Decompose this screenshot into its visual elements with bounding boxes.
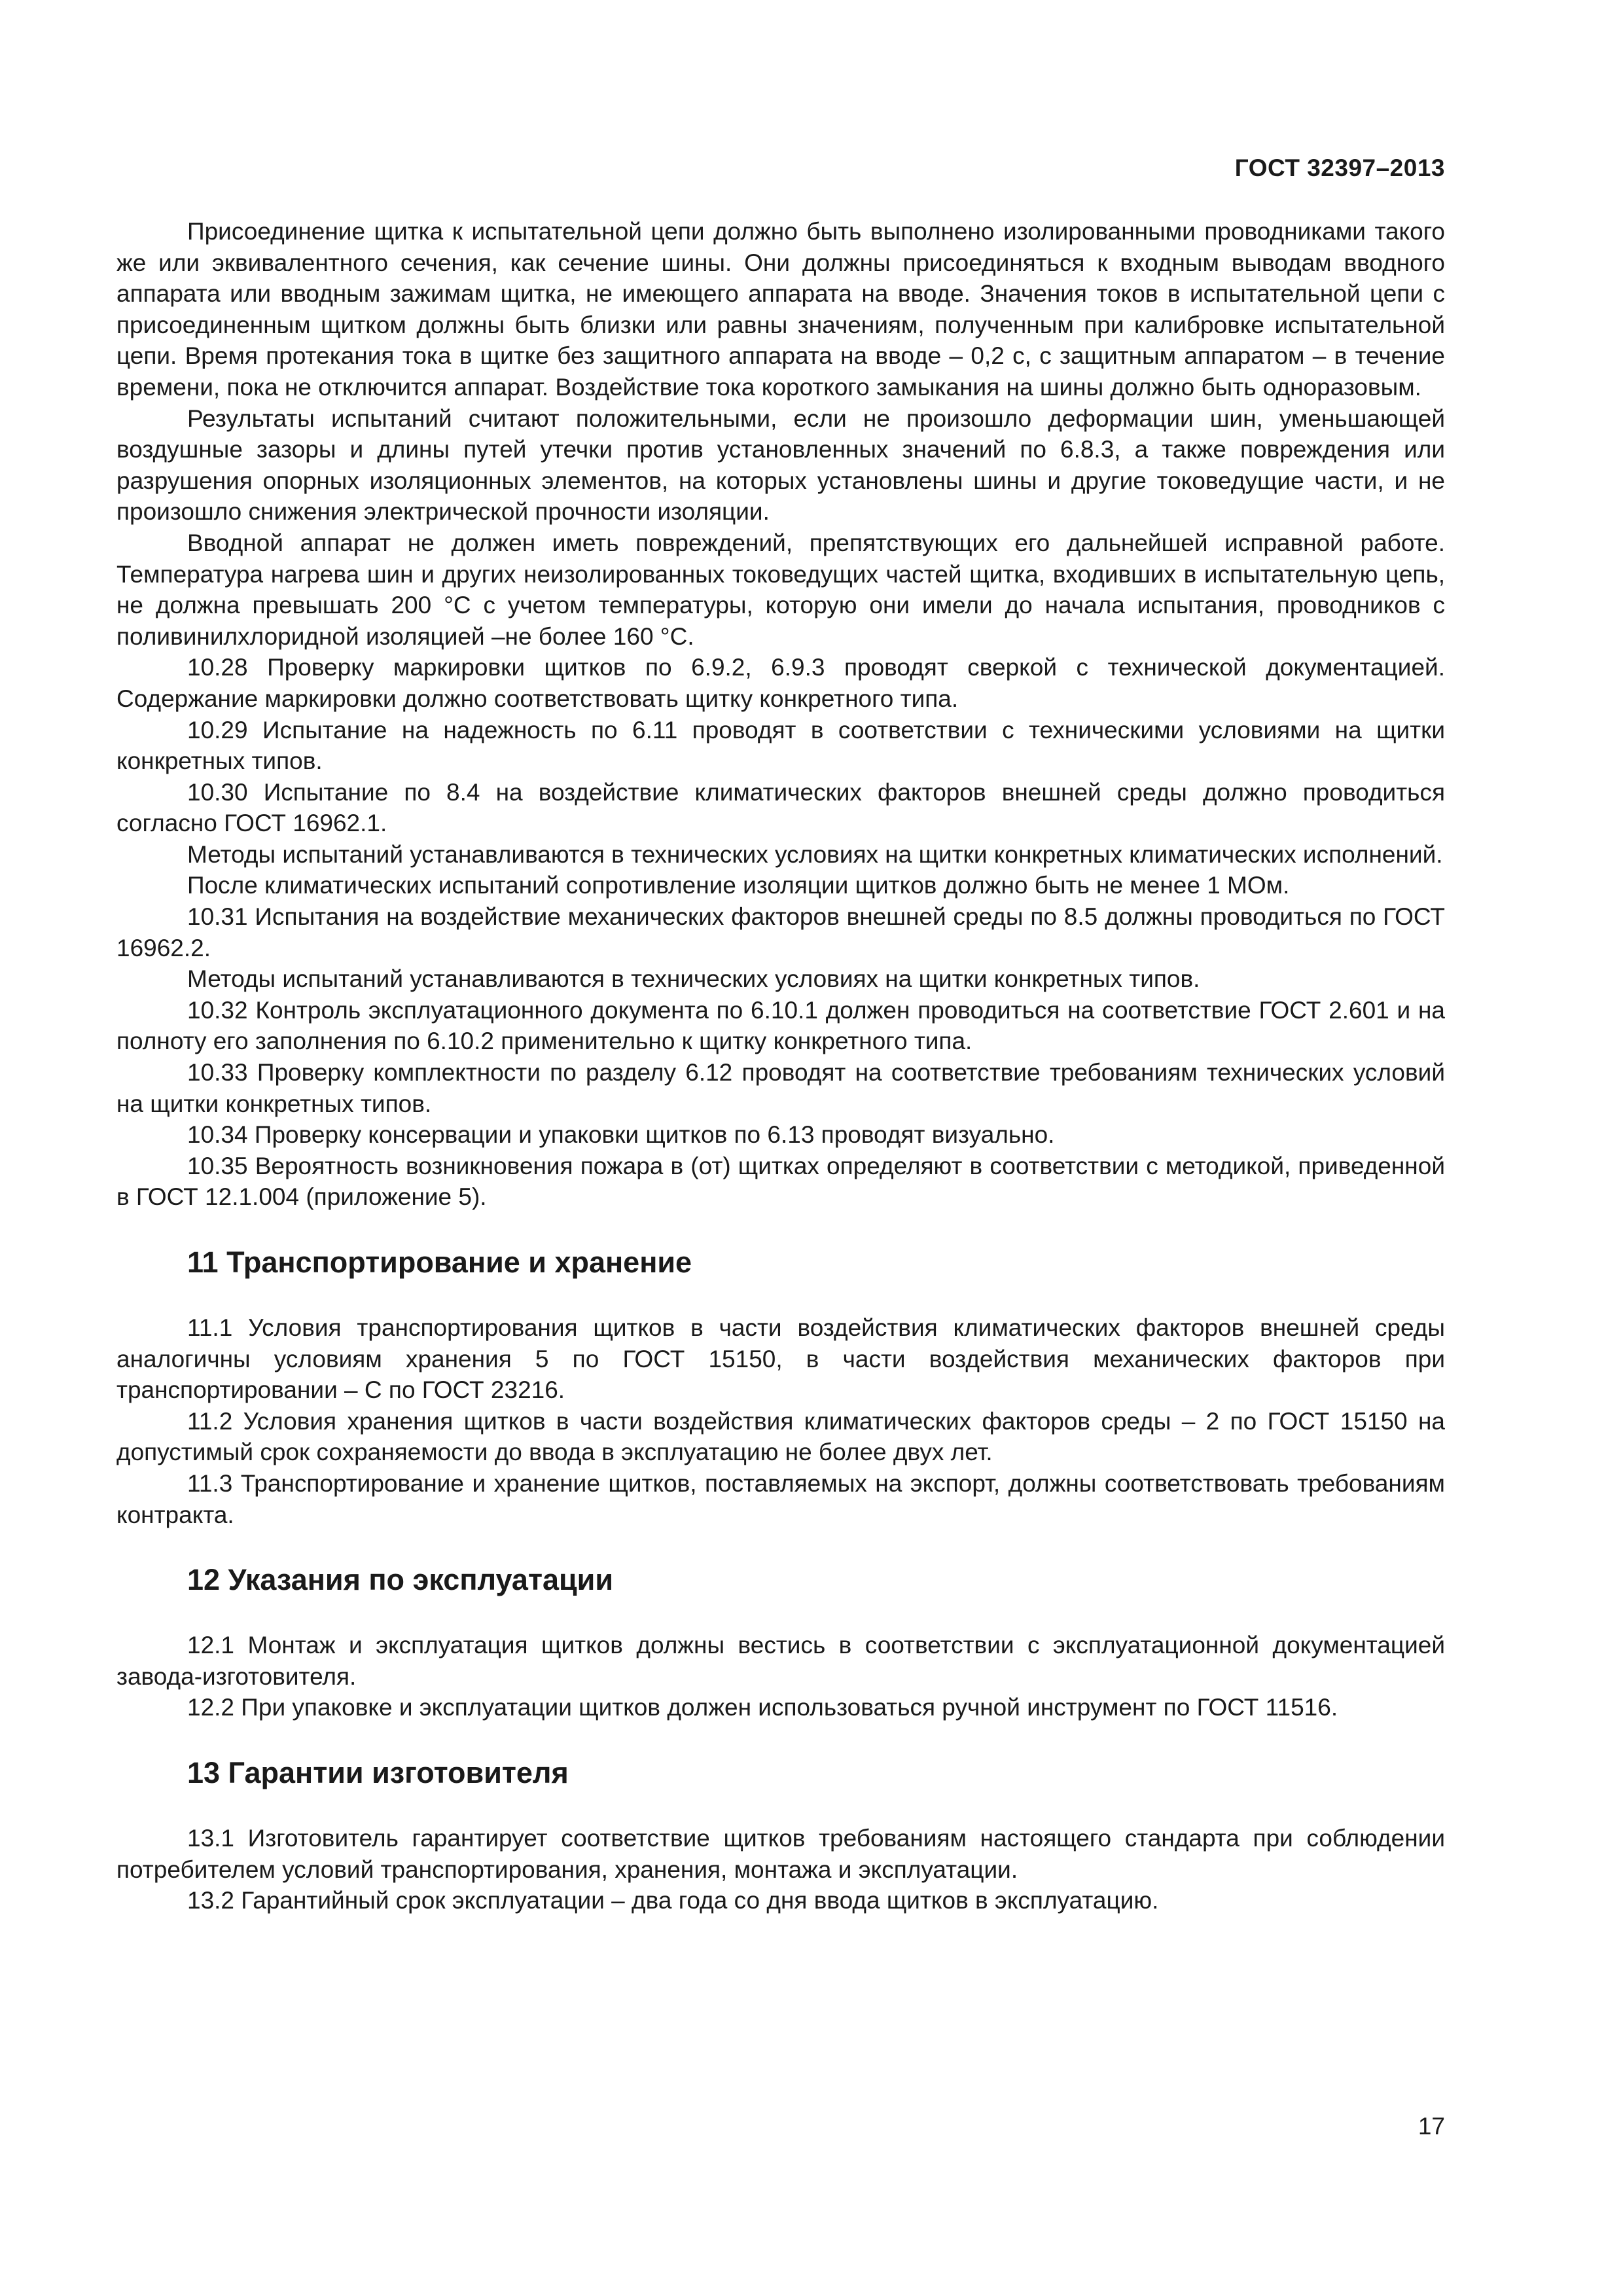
paragraph: 11.2 Условия хранения щитков в части воздействия климатических факторов среды – 2 по ГОСТ 15150 на допустимый срок сохраняемости до ввода в эксплуатацию не более двух лет.: [116, 1407, 1445, 1466]
paragraph: После климатических испытаний сопротивление изоляции щитков должно быть не менее 1 МОм.: [187, 872, 1290, 899]
paragraph: Методы испытаний устанавливаются в технических условиях на щитки конкретных типов.: [187, 965, 1200, 993]
section-12: [116, 1562, 1445, 1723]
paragraph: 12.1 Монтаж и эксплуатация щитков должны вестись в соответствии с эксплуатационной документацией завода-изготовителя.: [116, 1632, 1445, 1690]
page-number: 17: [1418, 2113, 1445, 2140]
section-heading: 12 Указания по эксплуатации: [187, 1563, 614, 1597]
paragraph: 10.29 Испытание на надежность по 6.11 проводят в соответствии с техническими условиями на щитки конкретных типов.: [116, 716, 1445, 775]
paragraph: 11.1 Условия транспортирования щитков в части воздействия климатических факторов внешней среды аналогичны условиям хранения 5 по ГОСТ 15150, в части воздействия механических факторов при транспортировании – С по ГОСТ 23216.: [116, 1314, 1445, 1404]
paragraph: Результаты испытаний считают положительными, если не произошло деформации шин, уменьшающей воздушные зазоры и длины путей утечки против установленных значений по 6.8.3, а также повреждения или разрушения опорных изоляционных элементов, на которых установлены шины и другие токоведущие части, и не произошло снижения электрической прочности изоляции.: [116, 404, 1445, 526]
paragraph: 13.2 Гарантийный срок эксплуатации – два года со дня ввода щитков в эксплуатацию.: [187, 1887, 1159, 1914]
section-13: [116, 1755, 1445, 1916]
page-body: [116, 216, 1445, 1916]
paragraph: 10.30 Испытание по 8.4 на воздействие климатических факторов внешней среды должно проводиться согласно ГОСТ 16962.1.: [116, 778, 1445, 837]
paragraph: 10.32 Контроль эксплуатационного документа по 6.10.1 должен проводиться на соответствие ГОСТ 2.601 и на полноту его заполнения по 6.10.2 применительно к щитку конкретного типа.: [116, 996, 1445, 1055]
paragraph: 10.28 Проверку маркировки щитков по 6.9.2, 6.9.3 проводят сверкой с технической документацией. Содержание маркировки должно соответствовать щитку конкретного типа.: [116, 654, 1445, 712]
section-10-continued: [116, 216, 1445, 1213]
section-heading: 13 Гарантии изготовителя: [187, 1755, 569, 1789]
paragraph: 10.34 Проверку консервации и упаковки щитков по 6.13 проводят визуально.: [187, 1121, 1055, 1149]
paragraph: 12.2 При упаковке и эксплуатации щитков должен использоваться ручной инструмент по ГОСТ 11516.: [187, 1694, 1338, 1721]
paragraph: 11.3 Транспортирование и хранение щитков, поставляемых на экспорт, должны соответствовать требованиям контракта.: [116, 1469, 1445, 1528]
paragraph: 10.31 Испытания на воздействие механических факторов внешней среды по 8.5 должны проводиться по ГОСТ 16962.2.: [116, 903, 1445, 961]
document-code: ГОСТ 32397–2013: [1234, 154, 1445, 181]
section-heading: 11 Транспортирование и хранение: [187, 1246, 692, 1279]
paragraph: 10.35 Вероятность возникновения пожара в (от) щитках определяют в соответствии с методикой, приведенной в ГОСТ 12.1.004 (приложение 5).: [116, 1152, 1445, 1211]
paragraph: 13.1 Изготовитель гарантирует соответствие щитков требованиям настоящего стандарта при соблюдении потребителем условий транспортирования, хранения, монтажа и эксплуатации.: [116, 1824, 1445, 1883]
paragraph: Методы испытаний устанавливаются в технических условиях на щитки конкретных климатических исполнений.: [187, 840, 1443, 868]
paragraph: Вводной аппарат не должен иметь повреждений, препятствующих его дальнейшей исправной работе. Температура нагрева шин и других неизолированных токоведущих частей щитка, входивших в испытательную цепь, не должна превышать 200 °С с учетом температуры, которую они имели до начала испытания, проводников с поливинилхлоридной изоляцией –не более 160 °С.: [116, 529, 1445, 650]
paragraph: 10.33 Проверку комплектности по разделу 6.12 проводят на соответствие требованиям технических условий на щитки конкретных типов.: [116, 1059, 1445, 1117]
paragraph: Присоединение щитка к испытательной цепи должно быть выполнено изолированными проводниками такого же или эквивалентного сечения, как сечение шины. Они должны присоединяться к входным выводам вводного аппарата или вводным зажимам щитка, не имеющего аппарата на вводе. Значения токов в испытательной цепи с присоединенным щитком должны быть близки или равны значениям, полученным при калибровке испытательной цепи. Время протекания тока в щитке без защитного аппарата на вводе – 0,2 с, с защитным аппаратом – в течение времени, пока не отключится аппарат. Воздействие тока короткого замыкания на шины должно быть одноразовым.: [116, 218, 1445, 401]
section-11: [116, 1244, 1445, 1530]
